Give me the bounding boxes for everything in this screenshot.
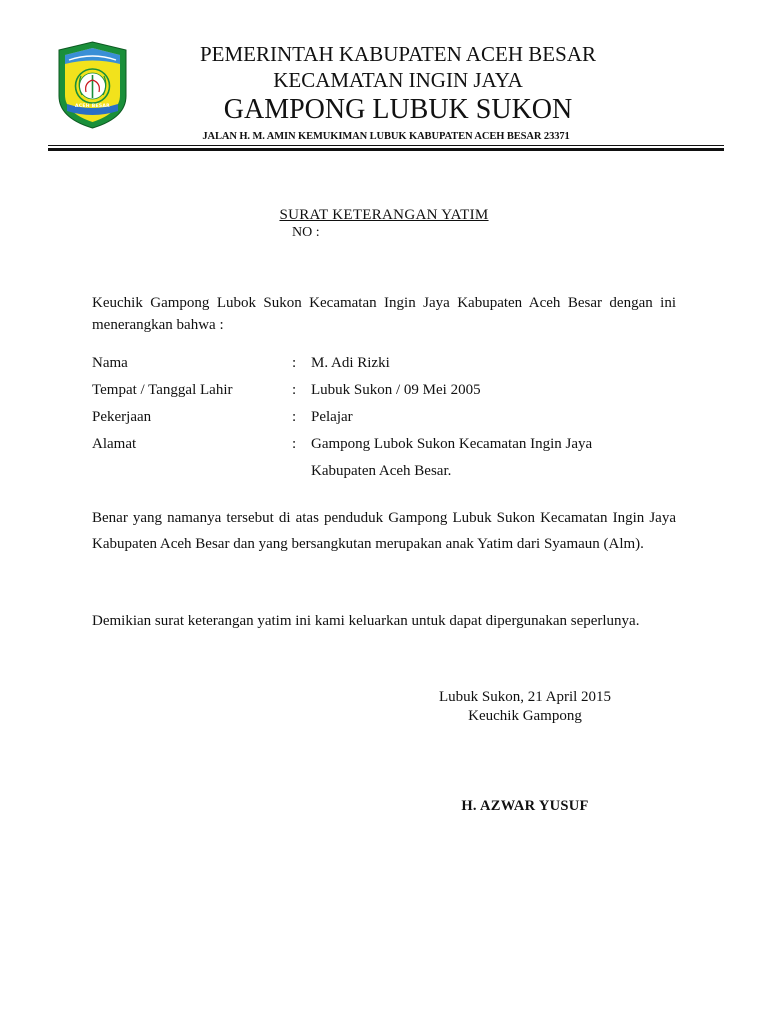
document-number-label: NO : [292,225,320,240]
body-paragraph-closing: Demikian surat keterangan yatim ini kami keluarkan untuk dapat dipergunakan seperlunya. [92,613,640,629]
document-title: SURAT KETERANGAN YATIM [279,207,489,223]
field-value-occupation: Pelajar [311,409,353,425]
signature-role: Keuchik Gampong [468,708,582,724]
letterhead-village: GAMPONG LUBUK SUKON [223,94,573,125]
field-label-name: Nama [92,355,128,371]
field-value-birth: Lubuk Sukon / 09 Mei 2005 [311,382,481,398]
letterhead-district: KECAMATAN INGIN JAYA [273,68,523,92]
emblem-ribbon-text: ACEH BESAR [75,104,110,109]
field-colon: : [292,436,297,452]
aceh-besar-emblem-icon [55,40,130,130]
field-colon: : [292,409,297,425]
field-colon: : [292,355,297,371]
letterhead-regency: PEMERINTAH KABUPATEN ACEH BESAR [199,42,596,66]
field-label-address: Alamat [92,436,137,452]
field-value-address: Gampong Lubok Sukon Kecamatan Ingin Jaya [311,436,593,452]
field-colon: : [292,382,297,398]
field-value-address-cont: Kabupaten Aceh Besar. [311,463,452,479]
signatory-name: H. AZWAR YUSUF [461,798,589,814]
field-value-name: M. Adi Rizki [311,355,390,371]
letterhead-address: JALAN H. M. AMIN KEMUKIMAN LUBUK KABUPATEN ACEH BESAR 23371 [202,131,570,142]
letterhead-divider-thick [48,148,724,151]
signature-place-date: Lubuk Sukon, 21 April 2015 [438,689,612,705]
field-label-birth: Tempat / Tanggal Lahir [92,382,233,398]
letterhead-divider [48,145,724,146]
field-label-occupation: Pekerjaan [92,409,152,425]
body-paragraph-statement: Benar yang namanya tersebut di atas penduduk Gampong Lubuk Sukon Kecamatan Ingin Jaya Kabupaten Aceh Besar dan yang bersangkutan merupakan anak Yatim dari Syamaun (Alm). [92,510,676,552]
intro-paragraph: Keuchik Gampong Lubok Sukon Kecamatan Ingin Jaya Kabupaten Aceh Besar dengan ini menerangkan bahwa : [92,295,676,333]
